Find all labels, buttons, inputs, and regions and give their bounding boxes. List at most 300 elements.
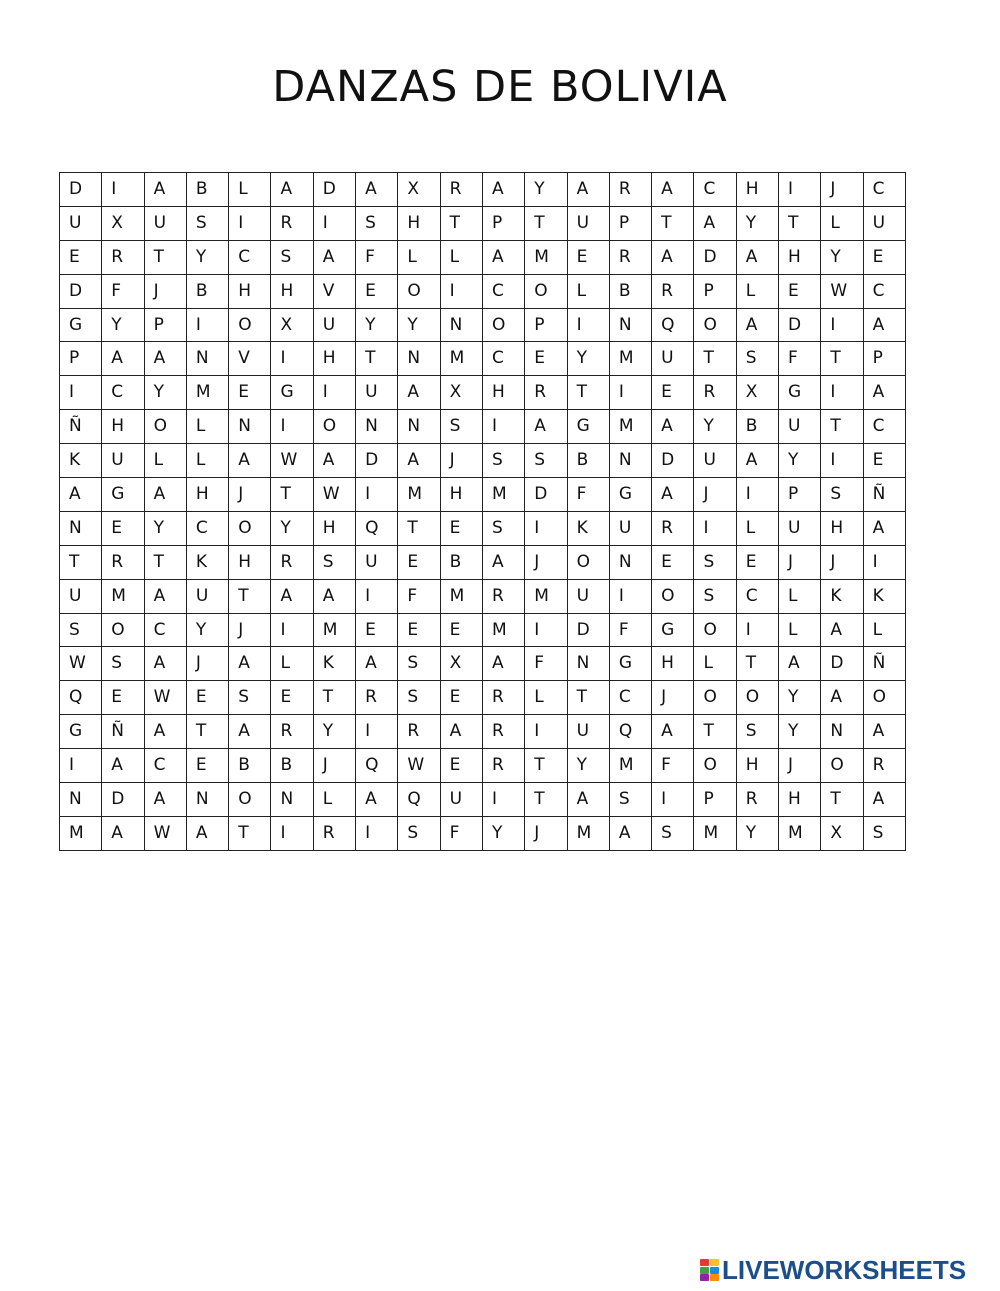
grid-cell[interactable]: S (186, 206, 228, 240)
grid-cell[interactable]: A (271, 173, 313, 207)
grid-cell[interactable]: R (863, 749, 905, 783)
grid-cell[interactable]: C (144, 613, 186, 647)
grid-cell[interactable]: S (229, 681, 271, 715)
grid-cell[interactable]: I (779, 173, 821, 207)
grid-cell[interactable]: N (567, 647, 609, 681)
grid-cell[interactable]: F (779, 342, 821, 376)
grid-cell[interactable]: Y (821, 240, 863, 274)
grid-cell[interactable]: R (271, 715, 313, 749)
grid-cell[interactable]: A (567, 173, 609, 207)
grid-cell[interactable]: U (863, 206, 905, 240)
grid-cell[interactable]: T (525, 206, 567, 240)
grid-cell[interactable]: J (525, 816, 567, 850)
grid-cell[interactable]: Q (652, 308, 694, 342)
grid-cell[interactable]: A (482, 173, 524, 207)
grid-cell[interactable]: L (821, 206, 863, 240)
grid-cell[interactable]: A (736, 308, 778, 342)
grid-cell[interactable]: I (229, 206, 271, 240)
grid-cell[interactable]: Y (186, 240, 228, 274)
grid-cell[interactable]: E (652, 376, 694, 410)
grid-cell[interactable]: P (779, 478, 821, 512)
grid-cell[interactable]: A (144, 715, 186, 749)
grid-cell[interactable]: N (398, 342, 440, 376)
grid-cell[interactable]: T (229, 579, 271, 613)
grid-cell[interactable]: C (863, 274, 905, 308)
grid-cell[interactable]: E (440, 511, 482, 545)
grid-cell[interactable]: A (313, 579, 355, 613)
grid-cell[interactable]: B (186, 173, 228, 207)
grid-cell[interactable]: S (736, 342, 778, 376)
grid-cell[interactable]: O (229, 511, 271, 545)
grid-cell[interactable]: W (821, 274, 863, 308)
grid-cell[interactable]: E (186, 681, 228, 715)
grid-cell[interactable]: A (356, 647, 398, 681)
grid-cell[interactable]: L (736, 274, 778, 308)
grid-cell[interactable]: S (398, 681, 440, 715)
grid-cell[interactable]: F (652, 749, 694, 783)
grid-cell[interactable]: C (229, 240, 271, 274)
grid-cell[interactable]: H (102, 410, 144, 444)
grid-cell[interactable]: G (271, 376, 313, 410)
grid-cell[interactable]: A (482, 647, 524, 681)
grid-cell[interactable]: O (482, 308, 524, 342)
grid-cell[interactable]: Y (694, 410, 736, 444)
grid-cell[interactable]: W (144, 681, 186, 715)
grid-cell[interactable]: I (567, 308, 609, 342)
grid-cell[interactable]: A (863, 715, 905, 749)
grid-cell[interactable]: M (440, 342, 482, 376)
grid-cell[interactable]: N (609, 308, 651, 342)
grid-cell[interactable]: D (313, 173, 355, 207)
grid-cell[interactable]: L (313, 783, 355, 817)
grid-cell[interactable]: C (482, 342, 524, 376)
grid-cell[interactable]: Q (356, 749, 398, 783)
grid-cell[interactable]: M (482, 613, 524, 647)
grid-cell[interactable]: X (821, 816, 863, 850)
grid-cell[interactable]: I (736, 478, 778, 512)
grid-cell[interactable]: I (609, 376, 651, 410)
grid-cell[interactable]: T (525, 783, 567, 817)
grid-cell[interactable]: M (186, 376, 228, 410)
grid-cell[interactable]: M (482, 478, 524, 512)
grid-cell[interactable]: J (779, 545, 821, 579)
grid-cell[interactable]: Ñ (60, 410, 102, 444)
grid-cell[interactable]: P (863, 342, 905, 376)
grid-cell[interactable]: E (652, 545, 694, 579)
grid-cell[interactable]: E (567, 240, 609, 274)
grid-cell[interactable]: O (736, 681, 778, 715)
grid-cell[interactable]: C (863, 410, 905, 444)
grid-cell[interactable]: U (652, 342, 694, 376)
grid-cell[interactable]: A (440, 715, 482, 749)
grid-cell[interactable]: M (525, 240, 567, 274)
grid-cell[interactable]: L (144, 444, 186, 478)
grid-cell[interactable]: E (398, 613, 440, 647)
grid-cell[interactable]: F (525, 647, 567, 681)
grid-cell[interactable]: O (694, 749, 736, 783)
grid-cell[interactable]: E (863, 240, 905, 274)
grid-cell[interactable]: A (398, 376, 440, 410)
grid-cell[interactable]: S (694, 545, 736, 579)
grid-cell[interactable]: C (102, 376, 144, 410)
grid-cell[interactable]: I (271, 613, 313, 647)
grid-cell[interactable]: T (60, 545, 102, 579)
grid-cell[interactable]: S (609, 783, 651, 817)
grid-cell[interactable]: A (144, 342, 186, 376)
grid-cell[interactable]: R (482, 749, 524, 783)
grid-cell[interactable]: A (821, 681, 863, 715)
grid-cell[interactable]: T (821, 783, 863, 817)
grid-cell[interactable]: U (313, 308, 355, 342)
grid-cell[interactable]: A (567, 783, 609, 817)
grid-cell[interactable]: A (652, 240, 694, 274)
grid-cell[interactable]: I (525, 715, 567, 749)
grid-cell[interactable]: I (525, 613, 567, 647)
grid-cell[interactable]: S (482, 444, 524, 478)
grid-cell[interactable]: O (863, 681, 905, 715)
grid-cell[interactable]: R (652, 274, 694, 308)
grid-cell[interactable]: M (398, 478, 440, 512)
grid-cell[interactable]: E (736, 545, 778, 579)
grid-cell[interactable]: A (694, 206, 736, 240)
grid-cell[interactable]: K (863, 579, 905, 613)
grid-cell[interactable]: R (652, 511, 694, 545)
grid-cell[interactable]: E (440, 681, 482, 715)
grid-cell[interactable]: O (398, 274, 440, 308)
grid-cell[interactable]: Q (356, 511, 398, 545)
grid-cell[interactable]: U (356, 376, 398, 410)
grid-cell[interactable]: E (398, 545, 440, 579)
grid-cell[interactable]: A (821, 613, 863, 647)
grid-cell[interactable]: T (313, 681, 355, 715)
grid-cell[interactable]: L (525, 681, 567, 715)
grid-cell[interactable]: J (821, 545, 863, 579)
grid-cell[interactable]: G (779, 376, 821, 410)
grid-cell[interactable]: H (186, 478, 228, 512)
grid-cell[interactable]: T (736, 647, 778, 681)
grid-cell[interactable]: G (567, 410, 609, 444)
grid-cell[interactable]: S (271, 240, 313, 274)
grid-cell[interactable]: Ñ (863, 478, 905, 512)
grid-cell[interactable]: B (440, 545, 482, 579)
grid-cell[interactable]: T (694, 342, 736, 376)
grid-cell[interactable]: T (144, 240, 186, 274)
grid-cell[interactable]: I (821, 308, 863, 342)
grid-cell[interactable]: M (609, 749, 651, 783)
grid-cell[interactable]: T (271, 478, 313, 512)
grid-cell[interactable]: D (102, 783, 144, 817)
grid-cell[interactable]: A (609, 816, 651, 850)
grid-cell[interactable]: A (356, 783, 398, 817)
grid-cell[interactable]: P (482, 206, 524, 240)
grid-cell[interactable]: A (652, 410, 694, 444)
grid-cell[interactable]: Y (525, 173, 567, 207)
grid-cell[interactable]: I (736, 613, 778, 647)
grid-cell[interactable]: I (60, 376, 102, 410)
grid-cell[interactable]: Y (567, 342, 609, 376)
grid-cell[interactable]: I (356, 715, 398, 749)
grid-cell[interactable]: I (525, 511, 567, 545)
grid-cell[interactable]: H (440, 478, 482, 512)
grid-cell[interactable]: B (567, 444, 609, 478)
grid-cell[interactable]: C (863, 173, 905, 207)
grid-cell[interactable]: A (863, 376, 905, 410)
grid-cell[interactable]: I (821, 376, 863, 410)
grid-cell[interactable]: R (609, 173, 651, 207)
grid-cell[interactable]: X (440, 647, 482, 681)
grid-cell[interactable]: L (229, 173, 271, 207)
grid-cell[interactable]: M (60, 816, 102, 850)
grid-cell[interactable]: N (440, 308, 482, 342)
grid-cell[interactable]: E (60, 240, 102, 274)
grid-cell[interactable]: R (482, 579, 524, 613)
grid-cell[interactable]: A (229, 647, 271, 681)
grid-cell[interactable]: L (567, 274, 609, 308)
grid-cell[interactable]: W (60, 647, 102, 681)
grid-cell[interactable]: I (313, 206, 355, 240)
grid-cell[interactable]: M (694, 816, 736, 850)
grid-cell[interactable]: N (821, 715, 863, 749)
grid-cell[interactable]: S (736, 715, 778, 749)
grid-cell[interactable]: S (356, 206, 398, 240)
grid-cell[interactable]: N (60, 511, 102, 545)
grid-cell[interactable]: S (482, 511, 524, 545)
grid-cell[interactable]: A (525, 410, 567, 444)
grid-cell[interactable]: E (356, 613, 398, 647)
grid-cell[interactable]: H (652, 647, 694, 681)
grid-cell[interactable]: J (779, 749, 821, 783)
grid-cell[interactable]: J (440, 444, 482, 478)
grid-cell[interactable]: R (398, 715, 440, 749)
grid-cell[interactable]: A (356, 173, 398, 207)
grid-cell[interactable]: Q (60, 681, 102, 715)
grid-cell[interactable]: P (694, 783, 736, 817)
grid-cell[interactable]: I (356, 816, 398, 850)
grid-cell[interactable]: B (229, 749, 271, 783)
grid-cell[interactable]: E (102, 681, 144, 715)
grid-cell[interactable]: I (652, 783, 694, 817)
grid-cell[interactable]: I (694, 511, 736, 545)
grid-cell[interactable]: N (186, 342, 228, 376)
grid-cell[interactable]: W (313, 478, 355, 512)
grid-cell[interactable]: A (863, 511, 905, 545)
grid-cell[interactable]: E (440, 749, 482, 783)
grid-cell[interactable]: R (271, 545, 313, 579)
grid-cell[interactable]: V (313, 274, 355, 308)
grid-cell[interactable]: T (229, 816, 271, 850)
grid-cell[interactable]: Y (144, 376, 186, 410)
grid-cell[interactable]: I (821, 444, 863, 478)
grid-cell[interactable]: L (694, 647, 736, 681)
grid-cell[interactable]: C (144, 749, 186, 783)
grid-cell[interactable]: U (567, 579, 609, 613)
grid-cell[interactable]: Y (736, 206, 778, 240)
grid-cell[interactable]: T (186, 715, 228, 749)
grid-cell[interactable]: A (186, 816, 228, 850)
grid-cell[interactable]: I (271, 342, 313, 376)
grid-cell[interactable]: P (144, 308, 186, 342)
grid-cell[interactable]: W (398, 749, 440, 783)
grid-cell[interactable]: T (694, 715, 736, 749)
grid-cell[interactable]: G (652, 613, 694, 647)
grid-cell[interactable]: U (102, 444, 144, 478)
grid-cell[interactable]: Q (609, 715, 651, 749)
grid-cell[interactable]: R (736, 783, 778, 817)
grid-cell[interactable]: B (609, 274, 651, 308)
grid-cell[interactable]: M (525, 579, 567, 613)
grid-cell[interactable]: Q (398, 783, 440, 817)
grid-cell[interactable]: L (398, 240, 440, 274)
grid-cell[interactable]: E (356, 274, 398, 308)
grid-cell[interactable]: J (652, 681, 694, 715)
grid-cell[interactable]: H (313, 511, 355, 545)
grid-cell[interactable]: L (186, 444, 228, 478)
grid-cell[interactable]: U (60, 206, 102, 240)
grid-cell[interactable]: A (229, 715, 271, 749)
grid-cell[interactable]: T (525, 749, 567, 783)
grid-cell[interactable]: D (821, 647, 863, 681)
grid-cell[interactable]: J (186, 647, 228, 681)
grid-cell[interactable]: Y (779, 681, 821, 715)
grid-cell[interactable]: Y (736, 816, 778, 850)
grid-cell[interactable]: A (271, 579, 313, 613)
grid-cell[interactable]: T (440, 206, 482, 240)
grid-cell[interactable]: W (144, 816, 186, 850)
grid-cell[interactable]: U (779, 410, 821, 444)
grid-cell[interactable]: A (652, 478, 694, 512)
grid-cell[interactable]: P (525, 308, 567, 342)
grid-cell[interactable]: H (482, 376, 524, 410)
grid-cell[interactable]: T (567, 376, 609, 410)
grid-cell[interactable]: X (398, 173, 440, 207)
grid-cell[interactable]: J (229, 478, 271, 512)
grid-cell[interactable]: J (313, 749, 355, 783)
grid-cell[interactable]: I (440, 274, 482, 308)
grid-cell[interactable]: L (779, 613, 821, 647)
grid-cell[interactable]: A (102, 342, 144, 376)
grid-cell[interactable]: R (356, 681, 398, 715)
grid-cell[interactable]: C (482, 274, 524, 308)
grid-cell[interactable]: S (398, 816, 440, 850)
grid-cell[interactable]: U (567, 715, 609, 749)
grid-cell[interactable]: U (440, 783, 482, 817)
grid-cell[interactable]: F (398, 579, 440, 613)
grid-cell[interactable]: U (567, 206, 609, 240)
grid-cell[interactable]: G (102, 478, 144, 512)
grid-cell[interactable]: F (102, 274, 144, 308)
grid-cell[interactable]: H (271, 274, 313, 308)
grid-cell[interactable]: A (652, 173, 694, 207)
grid-cell[interactable]: U (694, 444, 736, 478)
grid-cell[interactable]: D (567, 613, 609, 647)
grid-cell[interactable]: N (356, 410, 398, 444)
grid-cell[interactable]: X (440, 376, 482, 410)
grid-cell[interactable]: T (144, 545, 186, 579)
grid-cell[interactable]: Y (779, 444, 821, 478)
grid-cell[interactable]: O (652, 579, 694, 613)
grid-cell[interactable]: Y (186, 613, 228, 647)
grid-cell[interactable]: H (821, 511, 863, 545)
grid-cell[interactable]: S (694, 579, 736, 613)
grid-cell[interactable]: C (694, 173, 736, 207)
grid-cell[interactable]: G (60, 715, 102, 749)
grid-cell[interactable]: U (609, 511, 651, 545)
grid-cell[interactable]: O (694, 681, 736, 715)
grid-cell[interactable]: D (356, 444, 398, 478)
grid-cell[interactable]: Ñ (863, 647, 905, 681)
grid-cell[interactable]: T (398, 511, 440, 545)
grid-cell[interactable]: A (482, 240, 524, 274)
grid-cell[interactable]: S (525, 444, 567, 478)
grid-cell[interactable]: H (736, 749, 778, 783)
grid-cell[interactable]: I (313, 376, 355, 410)
grid-cell[interactable]: I (60, 749, 102, 783)
grid-cell[interactable]: N (229, 410, 271, 444)
grid-cell[interactable]: R (102, 545, 144, 579)
grid-cell[interactable]: L (736, 511, 778, 545)
grid-cell[interactable]: S (863, 816, 905, 850)
grid-cell[interactable]: N (609, 444, 651, 478)
grid-cell[interactable]: B (186, 274, 228, 308)
grid-cell[interactable]: T (356, 342, 398, 376)
grid-cell[interactable]: F (609, 613, 651, 647)
grid-cell[interactable]: T (821, 410, 863, 444)
grid-cell[interactable]: M (609, 342, 651, 376)
grid-cell[interactable]: H (229, 274, 271, 308)
grid-cell[interactable]: I (482, 783, 524, 817)
grid-cell[interactable]: N (60, 783, 102, 817)
grid-cell[interactable]: U (144, 206, 186, 240)
grid-cell[interactable]: T (779, 206, 821, 240)
grid-cell[interactable]: M (567, 816, 609, 850)
grid-cell[interactable]: S (652, 816, 694, 850)
grid-cell[interactable]: S (398, 647, 440, 681)
grid-cell[interactable]: S (821, 478, 863, 512)
grid-cell[interactable]: O (229, 783, 271, 817)
grid-cell[interactable]: E (863, 444, 905, 478)
grid-cell[interactable]: M (313, 613, 355, 647)
grid-cell[interactable]: R (609, 240, 651, 274)
grid-cell[interactable]: Y (313, 715, 355, 749)
grid-cell[interactable]: P (60, 342, 102, 376)
grid-cell[interactable]: A (60, 478, 102, 512)
grid-cell[interactable]: J (821, 173, 863, 207)
grid-cell[interactable]: V (229, 342, 271, 376)
grid-cell[interactable]: O (694, 308, 736, 342)
grid-cell[interactable]: J (144, 274, 186, 308)
grid-cell[interactable]: N (271, 783, 313, 817)
grid-cell[interactable]: K (186, 545, 228, 579)
grid-cell[interactable]: L (440, 240, 482, 274)
grid-cell[interactable]: G (609, 478, 651, 512)
grid-cell[interactable]: B (736, 410, 778, 444)
grid-cell[interactable]: A (482, 545, 524, 579)
grid-cell[interactable]: D (60, 173, 102, 207)
grid-cell[interactable]: A (313, 444, 355, 478)
grid-cell[interactable]: M (779, 816, 821, 850)
grid-cell[interactable]: Ñ (102, 715, 144, 749)
grid-cell[interactable]: F (567, 478, 609, 512)
grid-cell[interactable]: W (271, 444, 313, 478)
grid-cell[interactable]: R (482, 681, 524, 715)
grid-cell[interactable]: R (482, 715, 524, 749)
grid-cell[interactable]: H (313, 342, 355, 376)
grid-cell[interactable]: X (102, 206, 144, 240)
grid-cell[interactable]: I (863, 545, 905, 579)
grid-cell[interactable]: T (652, 206, 694, 240)
grid-cell[interactable]: H (736, 173, 778, 207)
grid-cell[interactable]: Y (271, 511, 313, 545)
